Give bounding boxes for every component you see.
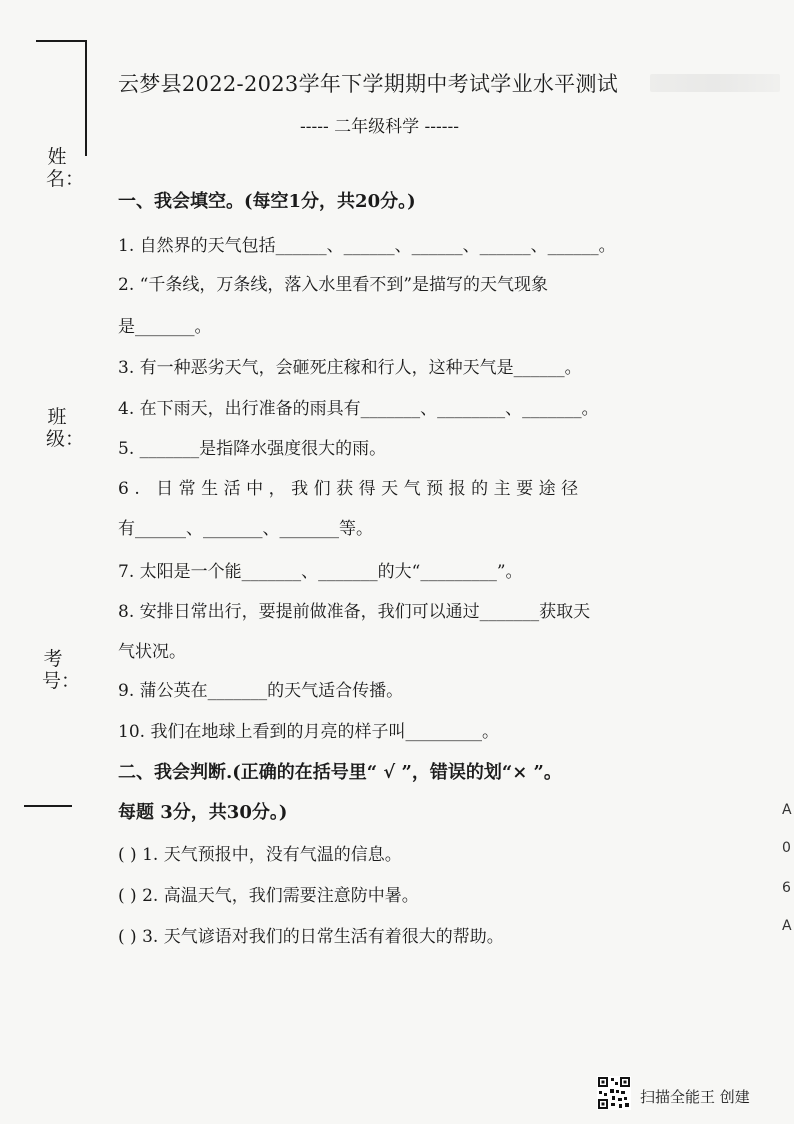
question-2-line2: 是_______。	[118, 317, 212, 337]
question-5: 5. _______是指降水强度很大的雨。	[118, 439, 387, 459]
question-3: 3. 有一种恶劣天气，会砸死庄稼和行人，这种天气是______。	[118, 358, 582, 378]
edge-char-2: 0	[782, 840, 791, 856]
margin-top-line	[36, 40, 86, 42]
section1-heading: 一、我会填空。(每空1分，共20分。)	[118, 191, 416, 212]
edge-char-3: 6	[782, 880, 791, 896]
question-4: 4. 在下雨天，出行准备的雨具有_______、________、_______。	[118, 399, 599, 419]
section2-heading-line2: 每题 3分，共30分。)	[118, 802, 288, 823]
question-8-line2: 气状况。	[118, 642, 186, 662]
edge-char-4: A	[782, 918, 792, 934]
question-10: 10. 我们在地球上看到的月亮的样子叫_________。	[118, 722, 499, 742]
judge-question-3: ( ) 3. 天气谚语对我们的日常生活有着很大的帮助。	[118, 927, 504, 947]
question-2-line1: 2. “千条线，万条线，落入水里看不到”是描写的天气现象	[118, 275, 549, 295]
question-8-line1: 8. 安排日常出行，要提前做准备，我们可以通过_______获取天	[118, 602, 591, 622]
margin-bottom-line	[24, 805, 72, 807]
question-7: 7. 太阳是一个能_______、_______的大“_________”。	[118, 562, 523, 582]
class-label: 班级：	[46, 406, 85, 450]
qr-code-icon	[597, 1076, 631, 1110]
judge-question-2: ( ) 2. 高温天气，我们需要注意防中暑。	[118, 886, 419, 906]
name-label: 姓名：	[46, 146, 85, 190]
question-9: 9. 蒲公英在_______的天气适合传播。	[118, 681, 404, 701]
question-6-line1: 6. 日常生活中，我们获得天气预报的主要途径	[118, 479, 584, 499]
faded-scan-mark	[650, 74, 780, 92]
judge-question-1: ( ) 1. 天气预报中，没有气温的信息。	[118, 845, 402, 865]
edge-char-1: A	[782, 802, 792, 818]
question-6-line2: 有______、_______、_______等。	[118, 519, 373, 539]
id-label: 考号：	[42, 648, 81, 692]
exam-title: 云梦县2022-2023学年下学期期中考试学业水平测试	[118, 72, 619, 96]
question-1: 1. 自然界的天气包括______、______、______、______、______。	[118, 236, 616, 256]
exam-subtitle: ----- 二年级科学 ------	[300, 117, 459, 137]
margin-vertical-line	[85, 40, 87, 156]
section2-heading-line1: 二、我会判断.(正确的在括号里“ √ ”，错误的划“× ”。	[118, 762, 562, 783]
scanner-watermark: 扫描全能王 创建	[640, 1088, 750, 1106]
